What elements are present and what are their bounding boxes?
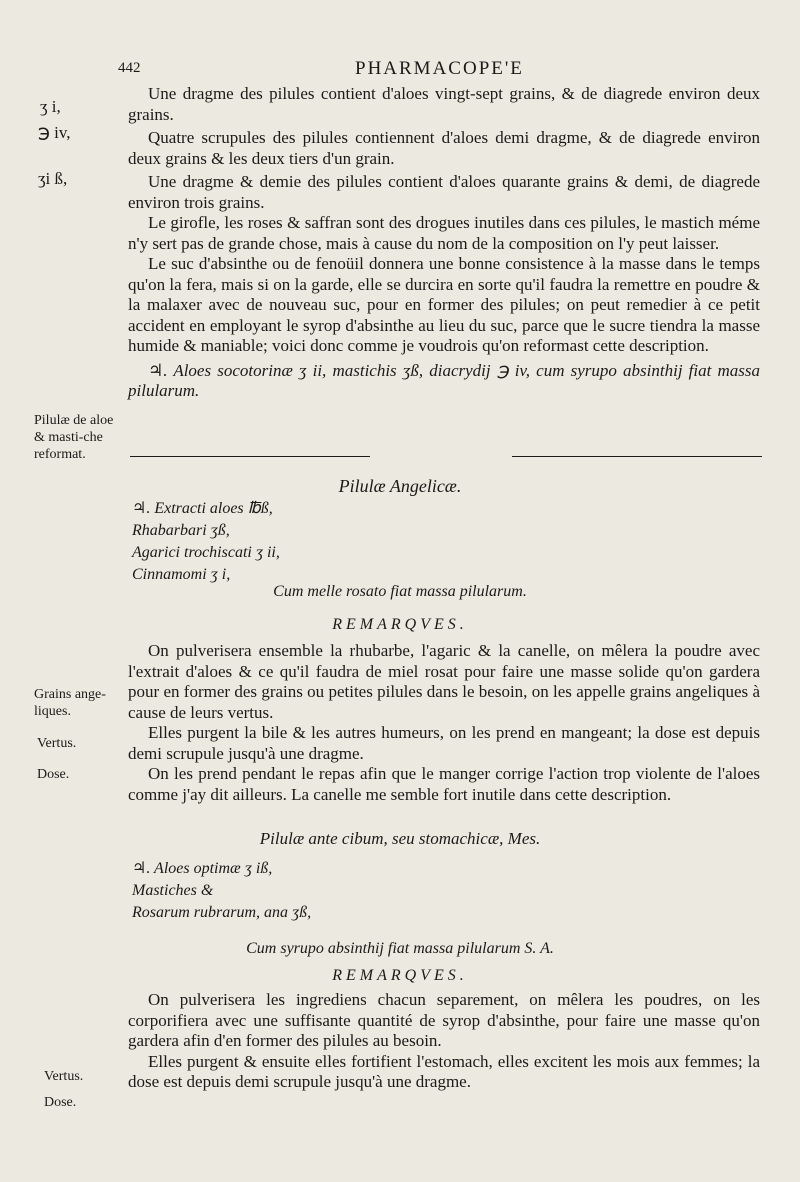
running-title: PHARMACOPE'E (355, 58, 524, 79)
formula-conclusion: Cum melle rosato fiat massa pilularum. (273, 583, 527, 600)
formula-line: Mastiches & (132, 882, 214, 899)
text-block-top (128, 84, 760, 402)
margin-dose-1: ʒ i, (40, 97, 61, 116)
margin-grains: Grains ange-liques. (34, 687, 106, 719)
paragraph: Elles purgent la bile & les autres humeurs, on les prend en mangeant; la dose est depuis demi scrupule jusqu'à une dragme. (128, 723, 760, 763)
formula-conclusion: Cum syrupo absinthij fiat massa pilularum S. A. (246, 940, 554, 957)
remarques-title: REMARQVES. (332, 967, 468, 984)
remarques-title: REMARQVES. (332, 616, 468, 633)
margin-vertus-2: Vertus. (44, 1069, 84, 1084)
paragraph: Le girofle, les roses & saffran sont des drogues inutiles dans ces pilules, le mastich méme n'y sert pas de grande chose, mais à cause du nom de la composition on l'y peut laisser. (128, 213, 760, 253)
margin-dose-3: ʒi ß, (38, 169, 68, 188)
paragraph: Le suc d'absinthe ou de fenoüil donnera une bonne consistence à la masse dans le temps qu'on la fera, mais si on la garde, elle se durcira en sorte qu'il faudra la remettre en poudre & la malaxer avec de nouveau suc, pour en former des pilules; on peut remedier à ce petit accident en employant le syrop d'absinthe au lieu du suc, parce que le sucre tiendra la masse humide & maniable; voici donc comme je voudrois qu'on reformast cette description. (128, 254, 760, 355)
formula-line: Cinnamomi ʒ i, (132, 566, 231, 583)
formula-line: ♃. Aloes optimæ ʒ iß, (132, 860, 273, 877)
formula-line: ♃. Extracti aloes ℔ß, (132, 500, 273, 517)
section-title: Pilulæ ante cibum, seu stomachicæ, Mes. (259, 829, 541, 848)
formula-line: Rhabarbari ʒß, (132, 522, 230, 539)
formula-line: Rosarum rubrarum, ana ʒß, (132, 904, 312, 921)
separator-left (130, 456, 370, 457)
separator-right (512, 456, 762, 457)
formula-list (132, 500, 280, 584)
section-title: Pilulæ Angelicæ. (338, 476, 462, 496)
prescription: ♃. Aloes socotorinæ ʒ ii, mastichis ʒß, diacrydij ℈ iv, cum syrupo absinthij fiat massa pilularum. (128, 360, 760, 400)
margin-dose-2: ℈ iv, (38, 123, 71, 142)
text-block-remarques-2 (128, 990, 760, 1093)
paragraph: Elles purgent & ensuite elles fortifient l'estomach, elles excitent les mois aux femmes; la dose est depuis demi scrupule jusqu'à une dragme. (128, 1051, 760, 1091)
paragraph: On les prend pendant le repas afin que le manger corrige l'action trop violente de l'aloes comme j'ay dit ailleurs. La canelle me semble fort inutile dans cette description. (128, 764, 760, 804)
paragraph: Une dragme des pilules contient d'aloes vingt-sept grains, & de diagrede environ deux grains. (128, 84, 760, 124)
text-block-remarques-1 (128, 641, 760, 805)
margin-dose-b: Dose. (44, 1095, 77, 1110)
margin-pilulae-aloe: Pilulæ de aloe & masti-che reformat. (34, 413, 114, 462)
paragraph: On pulverisera ensemble la rhubarbe, l'agaric & la canelle, on mêlera la poudre avec l'extrait d'aloes & ce qu'il faudra de miel rosat pour faire une masse solide qu'on gardera pour en former des grains ou petites pilules dans le besoin, on les appelle grains angeliques à cause de leurs vertus. (128, 641, 760, 722)
page-number: 442 (118, 60, 141, 76)
formula-list (132, 860, 311, 922)
margin-dose-a: Dose. (37, 767, 70, 782)
paragraph: Une dragme & demie des pilules contient d'aloes quarante grains & demi, de diagrede environ trois grains. (128, 172, 760, 212)
paragraph: Quatre scrupules des pilules contiennent d'aloes demi dragme, & de diagrede environ deux grains & les deux tiers d'un grain. (128, 128, 760, 168)
page-header (0, 58, 800, 82)
formula-line: Agarici trochiscati ʒ ii, (132, 544, 280, 561)
margin-vertus-1: Vertus. (37, 736, 77, 751)
paragraph: On pulverisera les ingrediens chacun separement, on mêlera les poudres, on les corporifiera avec une suffisante quantité de syrop d'absinthe, pour faire une masse qu'on gardera afin d'en former des pilules au besoin. (128, 990, 760, 1050)
